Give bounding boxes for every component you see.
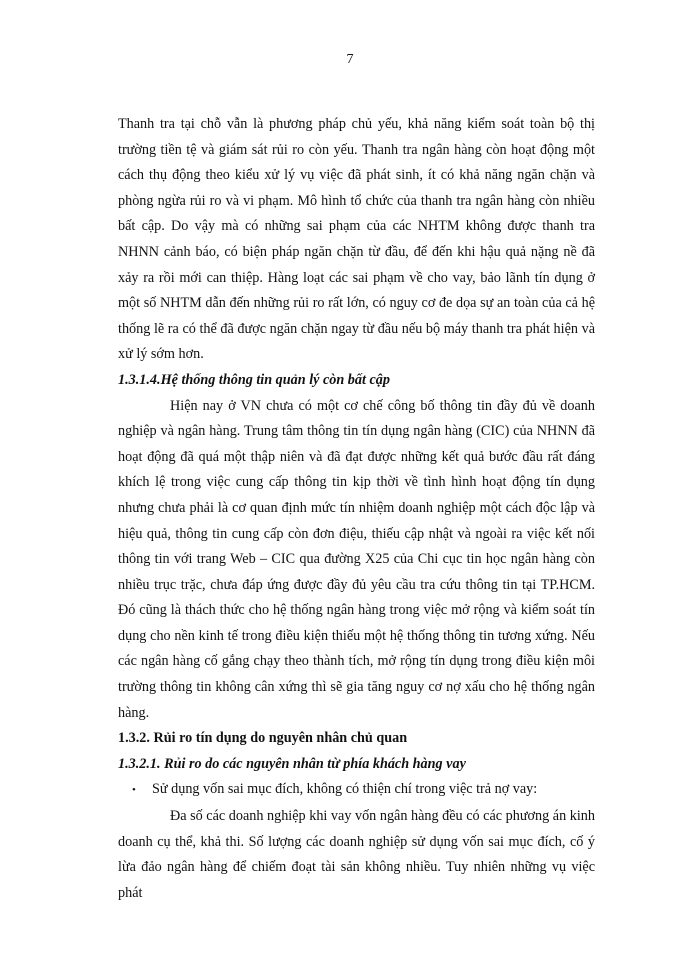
paragraph-borrowers: Đa số các doanh nghiệp khi vay vốn ngân hàng đều có các phương án kinh doanh cụ thể, khả thi. Số lượng các doanh nghiệp sử dụng vốn sai mục đích, cố ý lừa đảo ngân hàng để chiếm đoạt tài sản không nhiều. Tuy nhiên những vụ việc phát	[118, 808, 595, 901]
section-heading-1-3-2: 1.3.2. Rủi ro tín dụng do nguyên nhân chủ quan	[118, 730, 408, 747]
section-heading-1-3-1-4: 1.3.1.4.Hệ thống thông tin quản lý còn bất cập	[118, 371, 390, 388]
bullet-text: Sử dụng vốn sai mục đích, không có thiện chí trong việc trả nợ vay:	[152, 781, 538, 798]
bullet-item	[118, 777, 595, 804]
paragraph-inspection: Thanh tra tại chỗ vẫn là phương pháp chủ yếu, khả năng kiểm soát toàn bộ thị trường tiền tệ và giám sát rủi ro còn yếu. Thanh tra ngân hàng còn hoạt động một cách thụ động theo kiểu xử lý vụ việc đã phát sinh, ít có khả năng ngăn chặn và phòng ngừa rủi ro và vi phạm. Mô hình tổ chức của thanh tra ngân hàng còn nhiều bất cập. Do vậy mà có những sai phạm của các NHTM không được thanh tra NHNN cảnh báo, có biện pháp ngăn chặn từ đầu, để đến khi hậu quả nặng nề đã xảy ra rồi mới can thiệp. Hàng loạt các sai phạm về cho vay, bảo lãnh tín dụng ở một số NHTM dẫn đến những rủi ro rất lớn, có nguy cơ đe dọa sự an toàn của cả hệ thống lẽ ra có thể đã được ngăn chặn ngay từ đầu nếu bộ máy thanh tra phát hiện và xử lý sớm hơn.	[118, 116, 595, 363]
bullet-icon: •	[132, 784, 136, 797]
document-body	[118, 112, 595, 906]
paragraph-information-system: Hiện nay ở VN chưa có một cơ chế công bố thông tin đầy đủ về doanh nghiệp và ngân hàng. Trung tâm thông tin tín dụng ngân hàng (CIC) của NHNN đã hoạt động đã quá một thập niên và đã đạt được những kết quả bước đầu rất đáng khích lệ trong việc cung cấp thông tin kịp thời về tình hình hoạt động tín dụng nhưng chưa phải là cơ quan định mức tín nhiệm doanh nghiệp một cách độc lập và hiệu quả, thông tin cung cấp còn đơn điệu, thiếu cập nhật và ngoài ra việc kết nối thông tin với trang Web – CIC qua đường X25 của Chi cục tin học ngân hàng còn nhiều trục trặc, chưa đáp ứng được đầy đủ yêu cầu tra cứu thông tin tại TP.HCM. Đó cũng là thách thức cho hệ thống ngân hàng trong việc mở rộng và kiểm soát tín dụng cho nền kinh tế trong điều kiện thiếu một hệ thống thông tin tương xứng. Nếu các ngân hàng cố gắng chạy theo thành tích, mở rộng tín dụng trong điều kiện môi trường thông tin không cân xứng thì sẽ gia tăng nguy cơ nợ xấu cho hệ thống ngân hàng.	[118, 397, 595, 721]
section-heading-1-3-2-1: 1.3.2.1. Rủi ro do các nguyên nhân từ phía khách hàng vay	[118, 755, 466, 772]
page-number: 7	[346, 52, 354, 67]
